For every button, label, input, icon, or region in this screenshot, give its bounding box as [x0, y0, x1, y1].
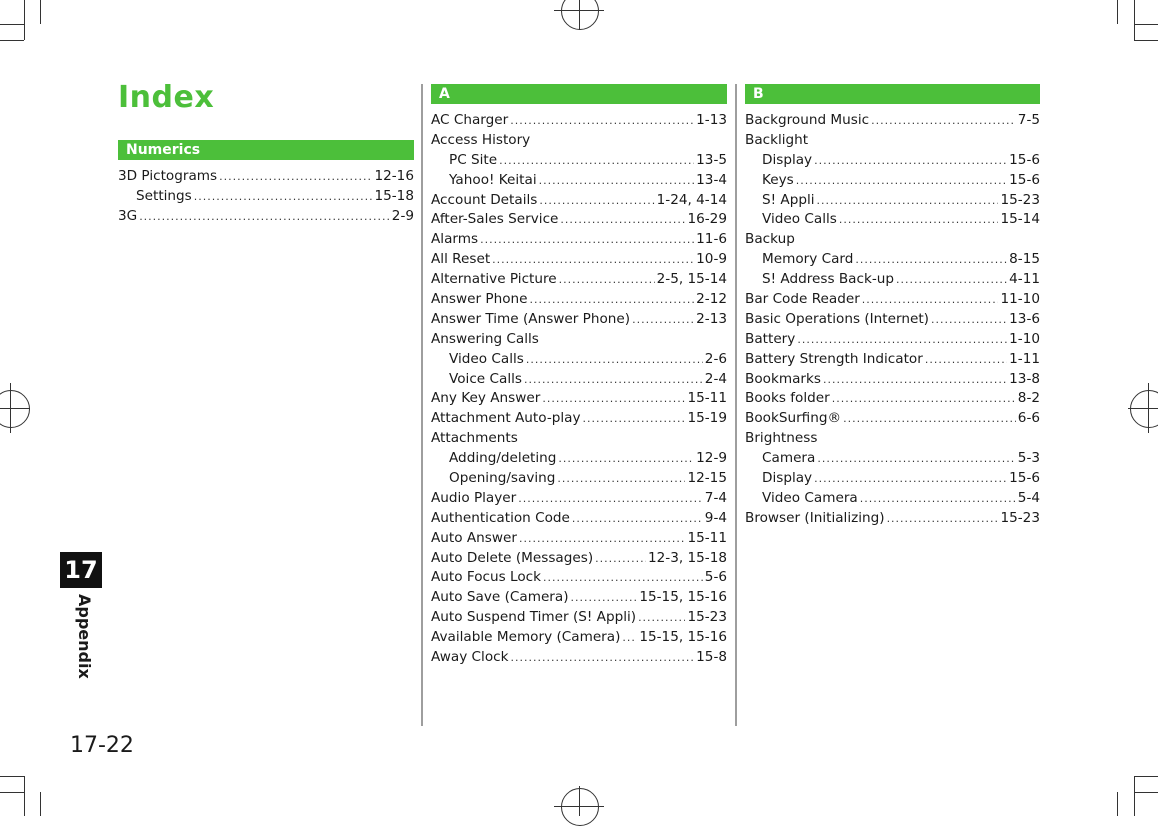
- index-entry-term: Access History: [431, 131, 531, 148]
- leader-dots: [823, 373, 1007, 386]
- index-entry: [431, 311, 727, 331]
- index-entry-term: Away Clock: [431, 649, 509, 666]
- leader-dots: [539, 194, 654, 207]
- index-entry-page: 1-24, 4-14: [656, 191, 727, 208]
- crop-mark: [1117, 0, 1118, 24]
- index-entry-term: Basic Operations (Internet): [745, 310, 929, 327]
- index-entry-page: 5-4: [1017, 489, 1040, 506]
- registration-line: [1128, 408, 1158, 409]
- index-entry: [745, 291, 1040, 311]
- index-entry-term: Keys: [762, 171, 794, 188]
- crop-mark: [1117, 792, 1118, 816]
- index-entry: [431, 510, 727, 530]
- crop-mark: [1134, 40, 1158, 41]
- index-entry-term: S! Address Back-up: [762, 271, 895, 288]
- chapter-label-text: Appendix: [75, 594, 94, 679]
- index-entry-page: 15-14: [1000, 211, 1040, 228]
- page-title: Index: [118, 80, 215, 115]
- chapter-tab: 17: [60, 552, 102, 588]
- index-entry-term: 3D Pictograms: [118, 168, 218, 184]
- index-entry: [118, 188, 414, 208]
- index-entry-page: 1-13: [696, 112, 727, 128]
- crop-mark: [1134, 24, 1158, 25]
- registration-mark-right: [1130, 390, 1158, 428]
- index-entry: [745, 510, 1040, 530]
- index-entry-term: Background Music: [745, 112, 870, 128]
- index-entry: [118, 168, 414, 188]
- index-entry-term: Auto Answer: [431, 529, 517, 546]
- index-entry: [745, 410, 1040, 430]
- index-entry-term: Auto Delete (Messages): [431, 549, 594, 566]
- registration-mark-bottom: [561, 788, 599, 826]
- index-entry: [745, 192, 1040, 212]
- section-b-entry-list: [745, 112, 1040, 530]
- index-entry-term: Backup: [745, 231, 795, 248]
- index-entry-term: Available Memory (Camera): [431, 629, 621, 646]
- index-entry-page: 15-15, 15-16: [639, 629, 727, 646]
- index-entry-page: 2-4: [704, 370, 727, 387]
- index-entry-term: Browser (Initializing): [745, 509, 885, 526]
- index-entry-page: 12-9: [696, 450, 727, 467]
- index-entry: [745, 351, 1040, 371]
- index-entry-term: All Reset: [431, 251, 491, 268]
- index-entry-page: 15-11: [687, 529, 727, 546]
- index-entry: [431, 251, 727, 271]
- numerics-entry-list: [118, 168, 414, 228]
- index-entry-term: Voice Calls: [449, 370, 522, 387]
- index-entry: [431, 410, 727, 430]
- leader-dots: [511, 651, 695, 664]
- index-entry-term: Video Calls: [449, 350, 524, 367]
- index-entry-term: Books folder: [745, 390, 830, 407]
- index-entry-page: 5-3: [1017, 450, 1040, 467]
- index-entry-term: After-Sales Service: [431, 211, 559, 228]
- leader-dots: [855, 253, 1007, 266]
- section-a-entry-list: [431, 112, 727, 669]
- crop-mark: [0, 792, 24, 793]
- index-entry: [431, 550, 727, 570]
- index-entry-term: Alternative Picture: [431, 271, 557, 288]
- index-entry-page: 15-18: [374, 187, 414, 204]
- index-entry-term: 3G: [118, 207, 138, 224]
- index-entry: [431, 450, 727, 470]
- index-entry: [431, 231, 727, 251]
- leader-dots: [543, 571, 703, 584]
- index-entry-term: Video Calls: [762, 211, 837, 228]
- index-entry-page: 8-15: [1009, 251, 1040, 268]
- crop-mark: [1134, 0, 1135, 40]
- index-entry: [745, 430, 1040, 450]
- index-entry-term: Backlight: [745, 131, 809, 148]
- index-entry: [745, 251, 1040, 271]
- index-entry: [431, 530, 727, 550]
- index-entry: [431, 629, 727, 649]
- index-entry-term: Authentication Code: [431, 509, 570, 526]
- registration-line: [1148, 383, 1149, 433]
- index-entry: [745, 450, 1040, 470]
- leader-dots: [638, 611, 685, 624]
- index-entry-page: 15-23: [1000, 191, 1040, 208]
- index-entry-term: Bar Code Reader: [745, 291, 860, 308]
- page-number: 17-22: [70, 733, 134, 758]
- index-entry-term: BookSurfing®: [745, 410, 842, 427]
- crop-mark: [24, 776, 25, 816]
- index-entry-page: 13-5: [696, 151, 727, 168]
- registration-line: [579, 0, 580, 30]
- index-entry-page: 5-6: [704, 569, 727, 586]
- index-entry-page: 11-6: [696, 231, 727, 248]
- index-entry: [431, 172, 727, 192]
- section-header-a: A: [431, 84, 727, 104]
- index-entry-page: 9-4: [704, 509, 727, 526]
- index-entry-term: Battery: [745, 330, 796, 347]
- index-entry: [118, 208, 414, 228]
- index-entry-term: PC Site: [449, 151, 498, 168]
- index-entry-page: 2-6: [704, 350, 727, 367]
- leader-dots: [814, 472, 1007, 485]
- index-entry: [431, 609, 727, 629]
- index-entry-term: Adding/deleting: [449, 450, 557, 467]
- index-entry: [745, 490, 1040, 510]
- leader-dots: [480, 233, 694, 246]
- index-entry-page: 4-11: [1009, 271, 1040, 288]
- leader-dots: [814, 154, 1007, 167]
- index-entry-term: Bookmarks: [745, 370, 821, 387]
- index-entry-term: Attachments: [431, 430, 518, 447]
- index-entry-term: Auto Focus Lock: [431, 569, 542, 586]
- leader-dots: [583, 412, 686, 425]
- index-entry: [745, 390, 1040, 410]
- leader-dots: [518, 492, 703, 505]
- crop-mark: [24, 0, 25, 40]
- index-entry-page: 2-13: [696, 310, 727, 327]
- leader-dots: [797, 333, 1007, 346]
- index-entry-term: Camera: [762, 450, 816, 467]
- index-entry-term: Brightness: [745, 430, 818, 447]
- registration-mark-top: [561, 0, 599, 30]
- index-entry: [745, 132, 1040, 152]
- index-entry: [745, 211, 1040, 231]
- index-entry-term: Audio Player: [431, 489, 517, 506]
- index-entry-page: 16-29: [687, 211, 727, 228]
- registration-line: [554, 806, 604, 807]
- leader-dots: [860, 492, 1016, 505]
- index-entry: [745, 271, 1040, 291]
- crop-mark: [1134, 776, 1135, 816]
- index-entry-term: Display: [762, 470, 813, 487]
- leader-dots: [843, 412, 1016, 425]
- index-entry: [431, 649, 727, 669]
- index-entry-page: 8-2: [1017, 390, 1040, 407]
- index-entry-term: Video Camera: [762, 489, 858, 506]
- leader-dots: [557, 472, 685, 485]
- index-entry-page: 13-6: [1009, 310, 1040, 327]
- index-entry-page: 15-23: [687, 609, 727, 626]
- leader-dots: [558, 452, 694, 465]
- index-entry-term: AC Charger: [431, 112, 509, 128]
- crop-mark: [40, 792, 41, 816]
- index-entry-term: Settings: [136, 187, 192, 204]
- crop-mark: [0, 776, 24, 777]
- index-entry-page: 12-15: [687, 470, 727, 487]
- leader-dots: [887, 512, 999, 525]
- index-entry-term: Display: [762, 151, 813, 168]
- registration-line: [579, 786, 580, 816]
- index-entry-term: Alarms: [431, 231, 479, 248]
- index-entry: [431, 490, 727, 510]
- leader-dots: [817, 194, 999, 207]
- leader-dots: [931, 313, 1007, 326]
- index-entry-page: 15-8: [696, 649, 727, 666]
- index-entry-page: 2-9: [391, 207, 414, 224]
- index-entry-term: Auto Save (Camera): [431, 589, 569, 606]
- index-entry: [745, 112, 1040, 132]
- crop-mark: [40, 0, 41, 24]
- index-entry: [745, 371, 1040, 391]
- index-entry: [431, 271, 727, 291]
- index-entry: [431, 152, 727, 172]
- index-entry-term: Auto Suspend Timer (S! Appli): [431, 609, 637, 626]
- index-entry-page: 1-11: [1009, 350, 1040, 367]
- index-entry: [431, 589, 727, 609]
- crop-mark: [0, 40, 24, 41]
- leader-dots: [832, 392, 1016, 405]
- registration-line: [0, 408, 30, 409]
- index-entry-term: Battery Strength Indicator: [745, 350, 923, 367]
- index-entry: [431, 390, 727, 410]
- index-entry-page: 15-6: [1009, 171, 1040, 188]
- leader-dots: [571, 591, 638, 604]
- index-entry-page: 11-10: [1000, 291, 1040, 308]
- section-header-numerics: Numerics: [118, 140, 414, 160]
- index-entry: [745, 172, 1040, 192]
- index-entry-page: 6-6: [1017, 410, 1040, 427]
- index-entry-page: 2-12: [696, 291, 727, 308]
- leader-dots: [862, 293, 999, 306]
- index-entry: [431, 371, 727, 391]
- leader-dots: [622, 631, 637, 644]
- section-header-b: B: [745, 84, 1040, 104]
- leader-dots: [560, 213, 685, 226]
- index-entry: [745, 152, 1040, 172]
- column-divider: [421, 84, 423, 726]
- index-entry-page: 15-11: [687, 390, 727, 407]
- index-entry: [431, 132, 727, 152]
- index-entry-page: 1-10: [1009, 330, 1040, 347]
- registration-line: [554, 10, 604, 11]
- leader-dots: [559, 273, 655, 286]
- index-entry-page: 15-6: [1009, 151, 1040, 168]
- index-entry-page: 13-4: [696, 171, 727, 188]
- leader-dots: [632, 313, 694, 326]
- index-entry: [431, 211, 727, 231]
- index-entry-page: 10-9: [696, 251, 727, 268]
- column-divider: [735, 84, 737, 726]
- index-entry-term: Answer Time (Answer Phone): [431, 310, 631, 327]
- index-entry: [431, 112, 727, 132]
- index-entry-term: Attachment Auto-play: [431, 410, 581, 427]
- index-entry-page: 12-3, 15-18: [648, 549, 727, 566]
- leader-dots: [871, 114, 1016, 127]
- crop-mark: [1134, 792, 1158, 793]
- index-entry-term: Answering Calls: [431, 330, 539, 347]
- leader-dots: [896, 273, 1007, 286]
- index-entry: [431, 569, 727, 589]
- leader-dots: [539, 174, 695, 187]
- registration-mark-left: [0, 390, 30, 428]
- index-entry-page: 15-6: [1009, 470, 1040, 487]
- index-entry: [431, 351, 727, 371]
- index-entry-term: Any Key Answer: [431, 390, 541, 407]
- index-entry-term: Account Details: [431, 191, 538, 208]
- index-entry-term: Memory Card: [762, 251, 854, 268]
- index-entry-page: 13-8: [1009, 370, 1040, 387]
- index-entry: [431, 470, 727, 490]
- index-entry: [745, 470, 1040, 490]
- leader-dots: [526, 353, 703, 366]
- leader-dots: [492, 253, 694, 266]
- index-entry-term: Opening/saving: [449, 470, 556, 487]
- crop-mark: [1134, 776, 1158, 777]
- leader-dots: [139, 210, 390, 223]
- index-entry: [431, 192, 727, 212]
- index-entry: [431, 291, 727, 311]
- leader-dots: [524, 373, 703, 386]
- index-entry-page: 12-16: [374, 168, 414, 184]
- index-entry: [745, 311, 1040, 331]
- index-entry: [431, 430, 727, 450]
- index-entry-page: 2-5, 15-14: [656, 271, 727, 288]
- leader-dots: [530, 293, 695, 306]
- index-entry-page: 15-23: [1000, 509, 1040, 526]
- leader-dots: [499, 154, 694, 167]
- index-entry-term: Answer Phone: [431, 291, 528, 308]
- leader-dots: [796, 174, 1007, 187]
- registration-line: [10, 383, 11, 433]
- index-entry-page: 7-4: [704, 489, 727, 506]
- leader-dots: [925, 353, 1007, 366]
- index-entry-term: Yahoo! Keitai: [449, 171, 537, 188]
- index-entry: [745, 231, 1040, 251]
- index-entry-page: 15-15, 15-16: [639, 589, 727, 606]
- leader-dots: [510, 114, 694, 127]
- index-entry: [431, 331, 727, 351]
- leader-dots: [572, 512, 703, 525]
- index-entry-page: 15-19: [687, 410, 727, 427]
- leader-dots: [839, 213, 999, 226]
- leader-dots: [542, 392, 685, 405]
- leader-dots: [817, 452, 1015, 465]
- index-entry-page: 7-5: [1017, 112, 1040, 128]
- chapter-label: [62, 594, 102, 679]
- leader-dots: [194, 190, 373, 203]
- crop-mark: [0, 24, 24, 25]
- leader-dots: [219, 170, 372, 183]
- leader-dots: [519, 532, 686, 545]
- index-entry-term: S! Appli: [762, 191, 815, 208]
- leader-dots: [595, 552, 646, 565]
- index-entry: [745, 331, 1040, 351]
